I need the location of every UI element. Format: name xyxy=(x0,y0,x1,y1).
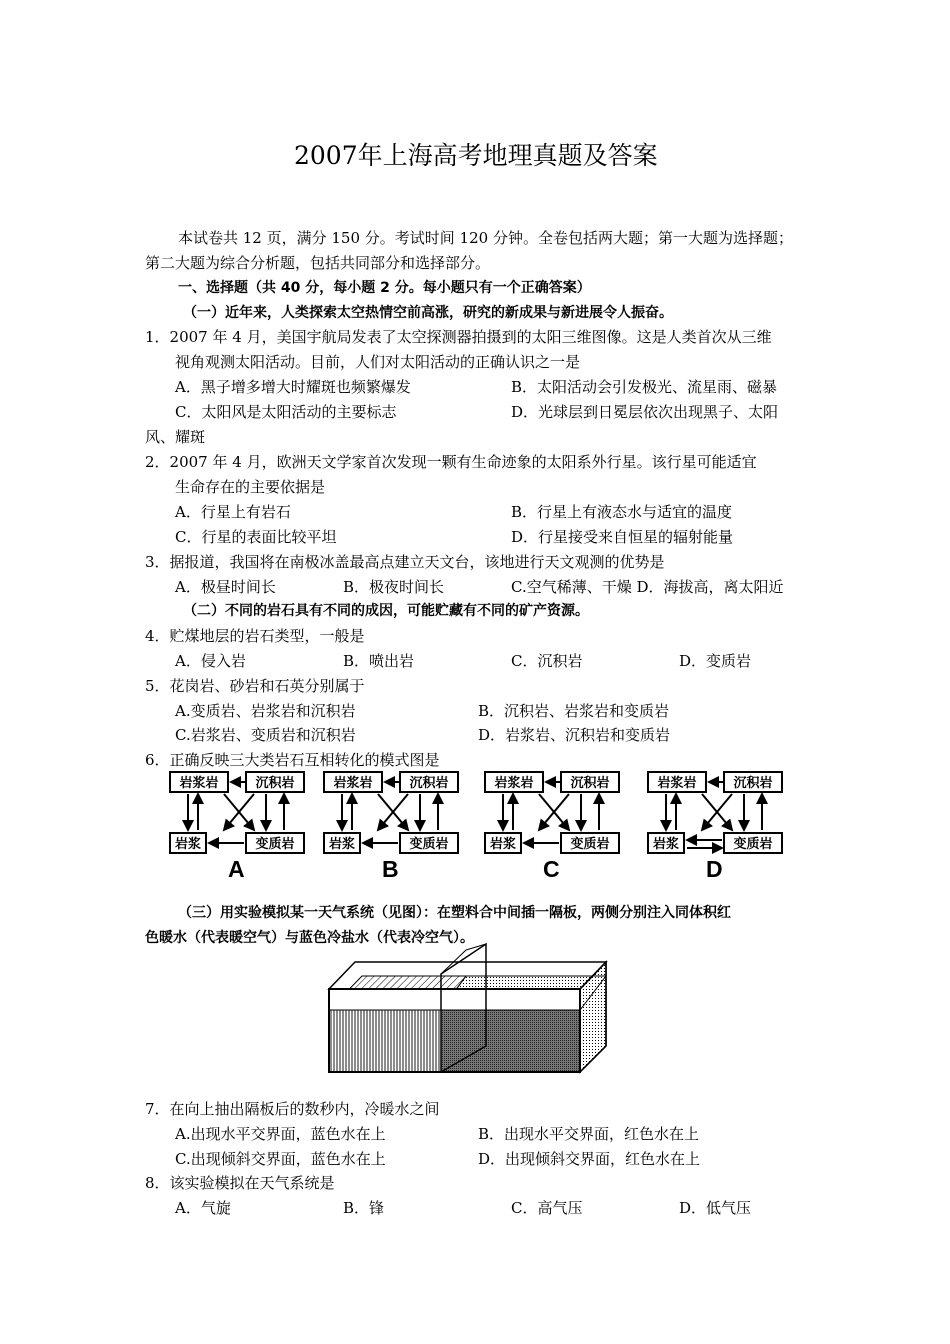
q7-option-a: A.出现水平交界面，蓝色水在上 xyxy=(175,1125,386,1143)
q4-option-a: A．侵入岩 xyxy=(175,652,246,670)
diagram-option-label-d: D xyxy=(706,856,723,882)
q8-option-a: A．气旋 xyxy=(175,1199,231,1217)
box-label-magma: 岩浆 xyxy=(328,837,356,852)
q2-stem-1: 2．2007 年 4 月，欧洲天文学家首次发现一颗有生命迹象的太阳系外行星。该行星可能适宜 xyxy=(145,453,757,471)
q7-option-b: B．出现水平交界面，红色水在上 xyxy=(478,1125,700,1143)
q1-option-d: D．光球层到日冕层依次出现黑子、太阳 xyxy=(511,403,779,421)
rock-cycle-diagram-d xyxy=(646,770,786,856)
box-label-metamorphic: 变质岩 xyxy=(733,837,773,852)
page-title: 2007年上海高考地理真题及答案 xyxy=(294,141,658,170)
q3-stem: 3．据报道，我国将在南极冰盖最高点建立天文台，该地进行天文观测的优势是 xyxy=(145,553,665,571)
section1-heading: 一、选择题（共 40 分，每小题 2 分。每小题只有一个正确答案） xyxy=(178,280,591,296)
group3-heading-2: 色暖水（代表暖空气）与蓝色冷盐水（代表冷空气）。 xyxy=(145,930,474,946)
box-label-sedimentary: 沉积岩 xyxy=(255,776,295,791)
box-label-magma: 岩浆 xyxy=(652,837,680,852)
box-label-igneous: 岩浆岩 xyxy=(657,776,697,791)
q8-option-b: B．锋 xyxy=(343,1199,385,1217)
rock-cycle-diagram-c xyxy=(483,770,623,856)
q4-option-b: B．喷出岩 xyxy=(343,652,415,670)
q5-option-a: A.变质岩、岩浆岩和沉积岩 xyxy=(175,702,356,720)
q2-stem-2: 生命存在的主要依据是 xyxy=(175,478,326,496)
q4-option-c: C．沉积岩 xyxy=(511,652,583,670)
q4-stem: 4．贮煤地层的岩石类型，一般是 xyxy=(145,627,365,645)
q3-option-cd: C.空气稀薄、干燥 D．海拔高，离太阳近 xyxy=(511,578,784,596)
q7-option-d: D．出现倾斜交界面，红色水在上 xyxy=(478,1150,701,1168)
group2-heading: （二）不同的岩石具有不同的成因，可能贮藏有不同的矿产资源。 xyxy=(183,603,589,619)
group1-heading: （一）近年来，人类探索太空热情空前高涨，研究的新成果与新进展令人振奋。 xyxy=(183,305,673,321)
diagram-option-label-b: B xyxy=(382,856,399,882)
box-label-igneous: 岩浆岩 xyxy=(494,776,534,791)
group3-heading-1: （三）用实验模拟某一天气系统（见图）：在塑料合中间插一隔板，两侧分别注入同体积红 xyxy=(178,905,731,921)
intro-line-2: 第二大题为综合分析题，包括共同部分和选择部分。 xyxy=(145,254,491,272)
q5-stem: 5．花岗岩、砂岩和石英分别属于 xyxy=(145,677,365,695)
box-label-igneous: 岩浆岩 xyxy=(333,776,373,791)
q8-stem: 8．该实验模拟在天气系统是 xyxy=(145,1174,335,1192)
q3-option-a: A．极昼时间长 xyxy=(175,578,276,596)
q2-option-c: C．行星的表面比较平坦 xyxy=(175,528,337,546)
diagram-option-label-a: A xyxy=(228,856,245,882)
box-label-sedimentary: 沉积岩 xyxy=(733,776,773,791)
box-label-magma: 岩浆 xyxy=(489,837,517,852)
box-label-magma: 岩浆 xyxy=(174,837,202,852)
q5-option-c: C.岩浆岩、变质岩和沉积岩 xyxy=(175,726,356,744)
q1-option-c: C．太阳风是太阳活动的主要标志 xyxy=(175,403,397,421)
q1-stem-1: 1．2007 年 4 月，美国宇航局发表了太空探测器拍摄到的太阳三维图像。这是人类首次从三维 xyxy=(145,328,772,346)
q1-option-b: B．太阳活动会引发极光、流星雨、磁暴 xyxy=(511,378,778,396)
q7-stem: 7．在向上抽出隔板后的数秒内，冷暖水之间 xyxy=(145,1100,440,1118)
q1-option-d-continued: 风、耀斑 xyxy=(145,428,206,446)
q1-stem-2: 视角观测太阳活动。目前，人们对太阳活动的正确认识之一是 xyxy=(175,353,581,371)
q1-option-a: A．黑子增多增大时耀斑也频繁爆发 xyxy=(175,378,411,396)
q4-option-d: D．变质岩 xyxy=(679,652,752,670)
q6-stem: 6．正确反映三大类岩石互相转化的模式图是 xyxy=(145,751,440,769)
box-label-sedimentary: 沉积岩 xyxy=(409,776,449,791)
box-label-igneous: 岩浆岩 xyxy=(179,776,219,791)
q2-option-b: B．行星上有液态水与适宜的温度 xyxy=(511,503,733,521)
box-label-metamorphic: 变质岩 xyxy=(409,837,449,852)
q8-option-d: D．低气压 xyxy=(679,1199,752,1217)
q8-option-c: C．高气压 xyxy=(511,1199,583,1217)
q2-option-a: A．行星上有岩石 xyxy=(175,503,291,521)
box-label-metamorphic: 变质岩 xyxy=(570,837,610,852)
rock-cycle-diagram-a xyxy=(168,770,308,856)
rock-cycle-diagram-b xyxy=(322,770,462,856)
q5-option-b: B．沉积岩、岩浆岩和变质岩 xyxy=(478,702,670,720)
box-label-sedimentary: 沉积岩 xyxy=(570,776,610,791)
box-label-metamorphic: 变质岩 xyxy=(255,837,295,852)
experiment-tank-figure xyxy=(318,940,628,1088)
q3-option-b: B．极夜时间长 xyxy=(343,578,445,596)
q2-option-d: D．行星接受来自恒星的辐射能量 xyxy=(511,528,734,546)
diagram-option-label-c: C xyxy=(543,856,560,882)
intro-line-1: 本试卷共 12 页，满分 150 分。考试时间 120 分钟。全卷包括两大题；第一大题为选择题； xyxy=(178,229,793,247)
q7-option-c: C.出现倾斜交界面，蓝色水在上 xyxy=(175,1150,386,1168)
q5-option-d: D．岩浆岩、沉积岩和变质岩 xyxy=(478,726,671,744)
